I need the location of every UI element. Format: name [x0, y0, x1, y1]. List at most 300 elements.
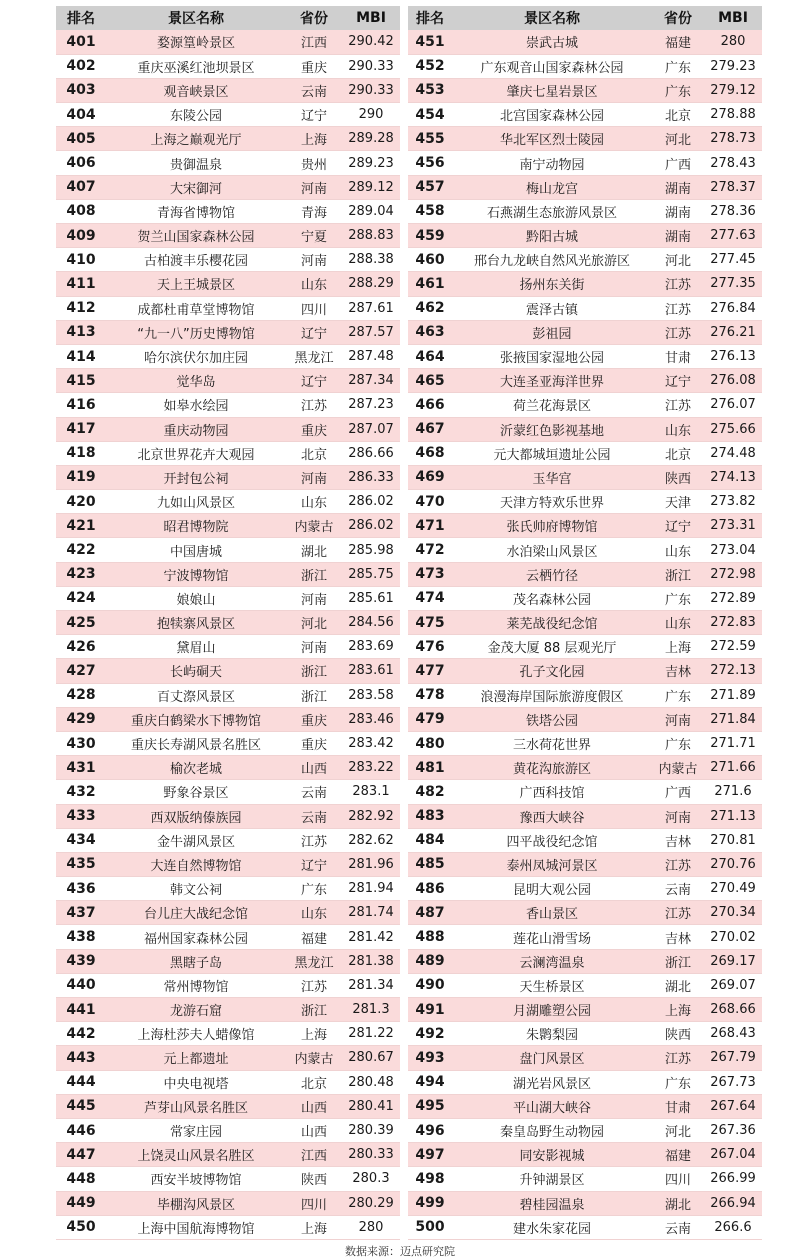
cell-rank: 412: [56, 296, 106, 320]
header-name: 景区名称: [452, 6, 652, 30]
cell-scenic-name: 上海中国航海博物馆: [106, 1215, 286, 1239]
cell-rank: 484: [408, 828, 452, 852]
table-row: [56, 272, 762, 296]
cell-rank: 416: [56, 393, 106, 417]
cell-scenic-name: 三水荷花世界: [452, 731, 652, 755]
cell-province: 江苏: [652, 393, 704, 417]
cell-mbi: 277.35: [704, 272, 762, 296]
cell-rank: 431: [56, 756, 106, 780]
cell-rank: 468: [408, 441, 452, 465]
column-gap: [400, 731, 408, 755]
cell-province: 湖北: [652, 1191, 704, 1215]
header-mbi: MBI: [342, 6, 400, 30]
cell-rank: 491: [408, 998, 452, 1022]
cell-mbi: 270.34: [704, 901, 762, 925]
cell-province: 天津: [652, 490, 704, 514]
cell-rank: 495: [408, 1094, 452, 1118]
cell-province: 北京: [652, 103, 704, 127]
cell-mbi: 287.48: [342, 344, 400, 368]
cell-scenic-name: 天上王城景区: [106, 272, 286, 296]
cell-scenic-name: 铁塔公园: [452, 707, 652, 731]
column-gap: [400, 1118, 408, 1142]
cell-scenic-name: 云澜湾温泉: [452, 949, 652, 973]
cell-mbi: 288.29: [342, 272, 400, 296]
cell-province: 江苏: [652, 852, 704, 876]
cell-mbi: 271.6: [704, 780, 762, 804]
column-gap: [400, 1215, 408, 1239]
cell-rank: 407: [56, 175, 106, 199]
cell-province: 湖北: [286, 538, 342, 562]
cell-rank: 427: [56, 659, 106, 683]
cell-scenic-name: 云栖竹径: [452, 562, 652, 586]
cell-rank: 444: [56, 1070, 106, 1094]
cell-province: 内蒙古: [652, 756, 704, 780]
column-gap: [400, 1191, 408, 1215]
cell-scenic-name: 开封包公祠: [106, 465, 286, 489]
cell-province: 辽宁: [286, 852, 342, 876]
cell-scenic-name: 月湖雕塑公园: [452, 998, 652, 1022]
cell-scenic-name: 同安影视城: [452, 1143, 652, 1167]
cell-mbi: 285.75: [342, 562, 400, 586]
cell-mbi: 276.84: [704, 296, 762, 320]
cell-province: 江西: [286, 30, 342, 54]
cell-scenic-name: 上海杜莎夫人蜡像馆: [106, 1022, 286, 1046]
cell-rank: 465: [408, 369, 452, 393]
cell-rank: 443: [56, 1046, 106, 1070]
table-row: [56, 901, 762, 925]
cell-mbi: 287.57: [342, 320, 400, 344]
cell-province: 上海: [286, 1022, 342, 1046]
cell-rank: 498: [408, 1167, 452, 1191]
column-gap: [400, 417, 408, 441]
cell-mbi: 286.33: [342, 465, 400, 489]
cell-mbi: 276.21: [704, 320, 762, 344]
column-gap: [400, 127, 408, 151]
cell-scenic-name: 重庆白鹤梁水下博物馆: [106, 707, 286, 731]
cell-rank: 461: [408, 272, 452, 296]
column-gap: [400, 586, 408, 610]
column-gap: [400, 6, 408, 30]
cell-province: 河南: [286, 586, 342, 610]
cell-scenic-name: 上海之巅观光厅: [106, 127, 286, 151]
cell-scenic-name: 中央电视塔: [106, 1070, 286, 1094]
cell-scenic-name: 贵御温泉: [106, 151, 286, 175]
table-row: [56, 344, 762, 368]
cell-scenic-name: 浪漫海岸国际旅游度假区: [452, 683, 652, 707]
cell-scenic-name: 黑瞎子岛: [106, 949, 286, 973]
cell-rank: 434: [56, 828, 106, 852]
cell-mbi: 285.98: [342, 538, 400, 562]
column-gap: [400, 780, 408, 804]
cell-mbi: 266.94: [704, 1191, 762, 1215]
cell-mbi: 267.64: [704, 1094, 762, 1118]
cell-rank: 472: [408, 538, 452, 562]
cell-scenic-name: 大宋御河: [106, 175, 286, 199]
cell-rank: 497: [408, 1143, 452, 1167]
table-row: [56, 925, 762, 949]
cell-province: 河北: [286, 611, 342, 635]
cell-scenic-name: 天津方特欢乐世界: [452, 490, 652, 514]
cell-mbi: 271.89: [704, 683, 762, 707]
cell-rank: 463: [408, 320, 452, 344]
cell-rank: 480: [408, 731, 452, 755]
cell-mbi: 290.33: [342, 78, 400, 102]
cell-scenic-name: 广东观音山国家森林公园: [452, 54, 652, 78]
cell-province: 山东: [286, 901, 342, 925]
cell-province: 浙江: [286, 659, 342, 683]
table-row: [56, 465, 762, 489]
cell-mbi: 289.23: [342, 151, 400, 175]
cell-mbi: 283.1: [342, 780, 400, 804]
table-row: [56, 973, 762, 997]
cell-rank: 469: [408, 465, 452, 489]
cell-rank: 423: [56, 562, 106, 586]
column-gap: [400, 54, 408, 78]
cell-mbi: 281.96: [342, 852, 400, 876]
cell-mbi: 289.28: [342, 127, 400, 151]
cell-province: 广东: [652, 683, 704, 707]
cell-mbi: 277.63: [704, 224, 762, 248]
cell-mbi: 283.42: [342, 731, 400, 755]
cell-mbi: 286.02: [342, 490, 400, 514]
column-gap: [400, 490, 408, 514]
column-gap: [400, 877, 408, 901]
ranking-table: [56, 6, 762, 1240]
table-row: [56, 1191, 762, 1215]
cell-rank: 445: [56, 1094, 106, 1118]
cell-province: 四川: [286, 1191, 342, 1215]
cell-mbi: 281.38: [342, 949, 400, 973]
cell-scenic-name: 水泊梁山风景区: [452, 538, 652, 562]
cell-province: 浙江: [652, 562, 704, 586]
cell-mbi: 282.62: [342, 828, 400, 852]
cell-province: 河北: [652, 1118, 704, 1142]
cell-province: 广东: [286, 877, 342, 901]
cell-province: 山西: [286, 1094, 342, 1118]
cell-rank: 449: [56, 1191, 106, 1215]
cell-rank: 475: [408, 611, 452, 635]
cell-mbi: 281.94: [342, 877, 400, 901]
cell-province: 重庆: [286, 417, 342, 441]
column-gap: [400, 393, 408, 417]
column-gap: [400, 1167, 408, 1191]
cell-rank: 477: [408, 659, 452, 683]
cell-mbi: 286.02: [342, 514, 400, 538]
cell-scenic-name: 成都杜甫草堂博物馆: [106, 296, 286, 320]
cell-province: 四川: [286, 296, 342, 320]
cell-scenic-name: 黄花沟旅游区: [452, 756, 652, 780]
cell-mbi: 270.02: [704, 925, 762, 949]
header-name: 景区名称: [106, 6, 286, 30]
cell-scenic-name: 张掖国家湿地公园: [452, 344, 652, 368]
cell-mbi: 285.61: [342, 586, 400, 610]
cell-rank: 454: [408, 103, 452, 127]
table-row: [56, 611, 762, 635]
cell-scenic-name: 九如山风景区: [106, 490, 286, 514]
cell-province: 四川: [652, 1167, 704, 1191]
cell-mbi: 272.89: [704, 586, 762, 610]
cell-province: 云南: [652, 877, 704, 901]
cell-mbi: 288.38: [342, 248, 400, 272]
cell-rank: 402: [56, 54, 106, 78]
cell-mbi: 274.13: [704, 465, 762, 489]
cell-mbi: 274.48: [704, 441, 762, 465]
cell-scenic-name: 泰州凤城河景区: [452, 852, 652, 876]
cell-rank: 422: [56, 538, 106, 562]
cell-rank: 438: [56, 925, 106, 949]
cell-scenic-name: 如皋水绘园: [106, 393, 286, 417]
cell-mbi: 279.23: [704, 54, 762, 78]
cell-mbi: 281.22: [342, 1022, 400, 1046]
cell-mbi: 283.69: [342, 635, 400, 659]
cell-scenic-name: 觉华岛: [106, 369, 286, 393]
cell-scenic-name: 青海省博物馆: [106, 199, 286, 223]
cell-rank: 420: [56, 490, 106, 514]
column-gap: [400, 611, 408, 635]
column-gap: [400, 30, 408, 54]
cell-province: 山西: [286, 1118, 342, 1142]
cell-province: 山东: [652, 538, 704, 562]
cell-province: 内蒙古: [286, 514, 342, 538]
cell-rank: 476: [408, 635, 452, 659]
cell-province: 江苏: [286, 973, 342, 997]
cell-scenic-name: 常家庄园: [106, 1118, 286, 1142]
cell-province: 内蒙古: [286, 1046, 342, 1070]
cell-mbi: 266.6: [704, 1215, 762, 1239]
cell-province: 河南: [286, 175, 342, 199]
cell-rank: 414: [56, 344, 106, 368]
table-body: [56, 30, 762, 1239]
cell-rank: 478: [408, 683, 452, 707]
cell-province: 广西: [652, 780, 704, 804]
cell-rank: 456: [408, 151, 452, 175]
column-gap: [400, 1094, 408, 1118]
cell-province: 辽宁: [286, 320, 342, 344]
cell-scenic-name: 韩文公祠: [106, 877, 286, 901]
cell-rank: 499: [408, 1191, 452, 1215]
cell-scenic-name: 重庆长寿湖风景名胜区: [106, 731, 286, 755]
cell-province: 甘肃: [652, 1094, 704, 1118]
cell-province: 河南: [652, 804, 704, 828]
table-row: [56, 175, 762, 199]
cell-rank: 417: [56, 417, 106, 441]
cell-province: 江苏: [652, 296, 704, 320]
cell-province: 北京: [286, 441, 342, 465]
cell-rank: 452: [408, 54, 452, 78]
cell-mbi: 269.07: [704, 973, 762, 997]
cell-province: 浙江: [286, 683, 342, 707]
cell-mbi: 271.71: [704, 731, 762, 755]
cell-mbi: 269.17: [704, 949, 762, 973]
cell-province: 福建: [652, 1143, 704, 1167]
cell-province: 云南: [286, 78, 342, 102]
table-row: [56, 248, 762, 272]
cell-scenic-name: 彭祖园: [452, 320, 652, 344]
cell-rank: 401: [56, 30, 106, 54]
cell-mbi: 280.67: [342, 1046, 400, 1070]
cell-rank: 485: [408, 852, 452, 876]
table-row: [56, 707, 762, 731]
cell-rank: 435: [56, 852, 106, 876]
table-row: [56, 635, 762, 659]
column-gap: [400, 901, 408, 925]
cell-mbi: 281.74: [342, 901, 400, 925]
cell-province: 云南: [286, 780, 342, 804]
cell-scenic-name: 龙游石窟: [106, 998, 286, 1022]
cell-mbi: 280: [342, 1215, 400, 1239]
cell-province: 山东: [286, 272, 342, 296]
cell-scenic-name: 百丈漈风景区: [106, 683, 286, 707]
cell-rank: 483: [408, 804, 452, 828]
cell-mbi: 276.13: [704, 344, 762, 368]
cell-rank: 474: [408, 586, 452, 610]
cell-scenic-name: 豫西大峡谷: [452, 804, 652, 828]
cell-province: 重庆: [286, 731, 342, 755]
cell-province: 湖南: [652, 199, 704, 223]
table-row: [56, 1094, 762, 1118]
cell-mbi: 267.04: [704, 1143, 762, 1167]
cell-rank: 470: [408, 490, 452, 514]
cell-province: 北京: [286, 1070, 342, 1094]
cell-scenic-name: 金茂大厦 88 层观光厅: [452, 635, 652, 659]
cell-province: 上海: [652, 998, 704, 1022]
cell-province: 湖南: [652, 175, 704, 199]
table-row: [56, 683, 762, 707]
column-gap: [400, 683, 408, 707]
cell-rank: 418: [56, 441, 106, 465]
cell-mbi: 284.56: [342, 611, 400, 635]
cell-mbi: 271.66: [704, 756, 762, 780]
cell-mbi: 280.48: [342, 1070, 400, 1094]
source-note: 数据来源：迈点研究院: [345, 1245, 455, 1258]
cell-mbi: 287.23: [342, 393, 400, 417]
cell-province: 重庆: [286, 54, 342, 78]
column-gap: [400, 248, 408, 272]
cell-rank: 455: [408, 127, 452, 151]
column-gap: [400, 562, 408, 586]
cell-scenic-name: 贺兰山国家森林公园: [106, 224, 286, 248]
cell-province: 山东: [652, 417, 704, 441]
cell-scenic-name: 香山景区: [452, 901, 652, 925]
column-gap: [400, 320, 408, 344]
cell-province: 陕西: [286, 1167, 342, 1191]
cell-province: 河南: [286, 248, 342, 272]
cell-scenic-name: 扬州东关街: [452, 272, 652, 296]
cell-mbi: 287.34: [342, 369, 400, 393]
cell-mbi: 270.76: [704, 852, 762, 876]
cell-scenic-name: 孔子文化园: [452, 659, 652, 683]
cell-mbi: 281.42: [342, 925, 400, 949]
cell-scenic-name: 宁波博物馆: [106, 562, 286, 586]
cell-rank: 440: [56, 973, 106, 997]
cell-province: 湖南: [652, 224, 704, 248]
cell-province: 陕西: [652, 465, 704, 489]
column-gap: [400, 78, 408, 102]
cell-rank: 424: [56, 586, 106, 610]
cell-rank: 448: [56, 1167, 106, 1191]
table-row: [56, 54, 762, 78]
cell-rank: 421: [56, 514, 106, 538]
cell-province: 浙江: [286, 562, 342, 586]
cell-mbi: 288.83: [342, 224, 400, 248]
table-row: [56, 441, 762, 465]
cell-mbi: 287.61: [342, 296, 400, 320]
cell-rank: 488: [408, 925, 452, 949]
column-gap: [400, 272, 408, 296]
cell-scenic-name: 古柏渡丰乐樱花园: [106, 248, 286, 272]
cell-scenic-name: 平山湖大峡谷: [452, 1094, 652, 1118]
cell-rank: 439: [56, 949, 106, 973]
cell-province: 上海: [286, 127, 342, 151]
cell-rank: 464: [408, 344, 452, 368]
cell-scenic-name: 天生桥景区: [452, 973, 652, 997]
table-row: [56, 78, 762, 102]
cell-rank: 441: [56, 998, 106, 1022]
cell-scenic-name: 昭君博物院: [106, 514, 286, 538]
cell-scenic-name: 元大都城垣遗址公园: [452, 441, 652, 465]
cell-rank: 437: [56, 901, 106, 925]
table-row: [56, 998, 762, 1022]
table-row: [56, 1046, 762, 1070]
cell-rank: 451: [408, 30, 452, 54]
cell-mbi: 278.37: [704, 175, 762, 199]
cell-rank: 466: [408, 393, 452, 417]
cell-mbi: 272.98: [704, 562, 762, 586]
cell-scenic-name: 上饶灵山风景名胜区: [106, 1143, 286, 1167]
cell-province: 广东: [652, 78, 704, 102]
table-row: [56, 586, 762, 610]
table-row: [56, 828, 762, 852]
cell-rank: 409: [56, 224, 106, 248]
cell-scenic-name: 张氏帅府博物馆: [452, 514, 652, 538]
table-row: [56, 514, 762, 538]
cell-province: 广西: [652, 151, 704, 175]
cell-mbi: 272.59: [704, 635, 762, 659]
cell-province: 辽宁: [286, 103, 342, 127]
cell-scenic-name: 观音峡景区: [106, 78, 286, 102]
cell-rank: 408: [56, 199, 106, 223]
table-row: [56, 780, 762, 804]
cell-mbi: 280.39: [342, 1118, 400, 1142]
cell-province: 湖北: [652, 973, 704, 997]
table-row: [56, 393, 762, 417]
table-row: [56, 103, 762, 127]
column-gap: [400, 828, 408, 852]
cell-province: 吉林: [652, 925, 704, 949]
cell-province: 辽宁: [286, 369, 342, 393]
cell-mbi: 283.46: [342, 707, 400, 731]
table-row: [56, 224, 762, 248]
column-gap: [400, 635, 408, 659]
cell-scenic-name: 玉华宫: [452, 465, 652, 489]
cell-mbi: 271.84: [704, 707, 762, 731]
cell-scenic-name: 沂蒙红色影视基地: [452, 417, 652, 441]
cell-mbi: 266.99: [704, 1167, 762, 1191]
column-gap: [400, 224, 408, 248]
table-row: [56, 151, 762, 175]
cell-province: 江苏: [286, 393, 342, 417]
cell-mbi: 270.49: [704, 877, 762, 901]
cell-scenic-name: 震泽古镇: [452, 296, 652, 320]
table-row: [56, 30, 762, 54]
table-row: [56, 538, 762, 562]
cell-mbi: 272.13: [704, 659, 762, 683]
cell-mbi: 267.73: [704, 1070, 762, 1094]
column-gap: [400, 151, 408, 175]
cell-rank: 492: [408, 1022, 452, 1046]
cell-province: 上海: [286, 1215, 342, 1239]
cell-mbi: 273.31: [704, 514, 762, 538]
